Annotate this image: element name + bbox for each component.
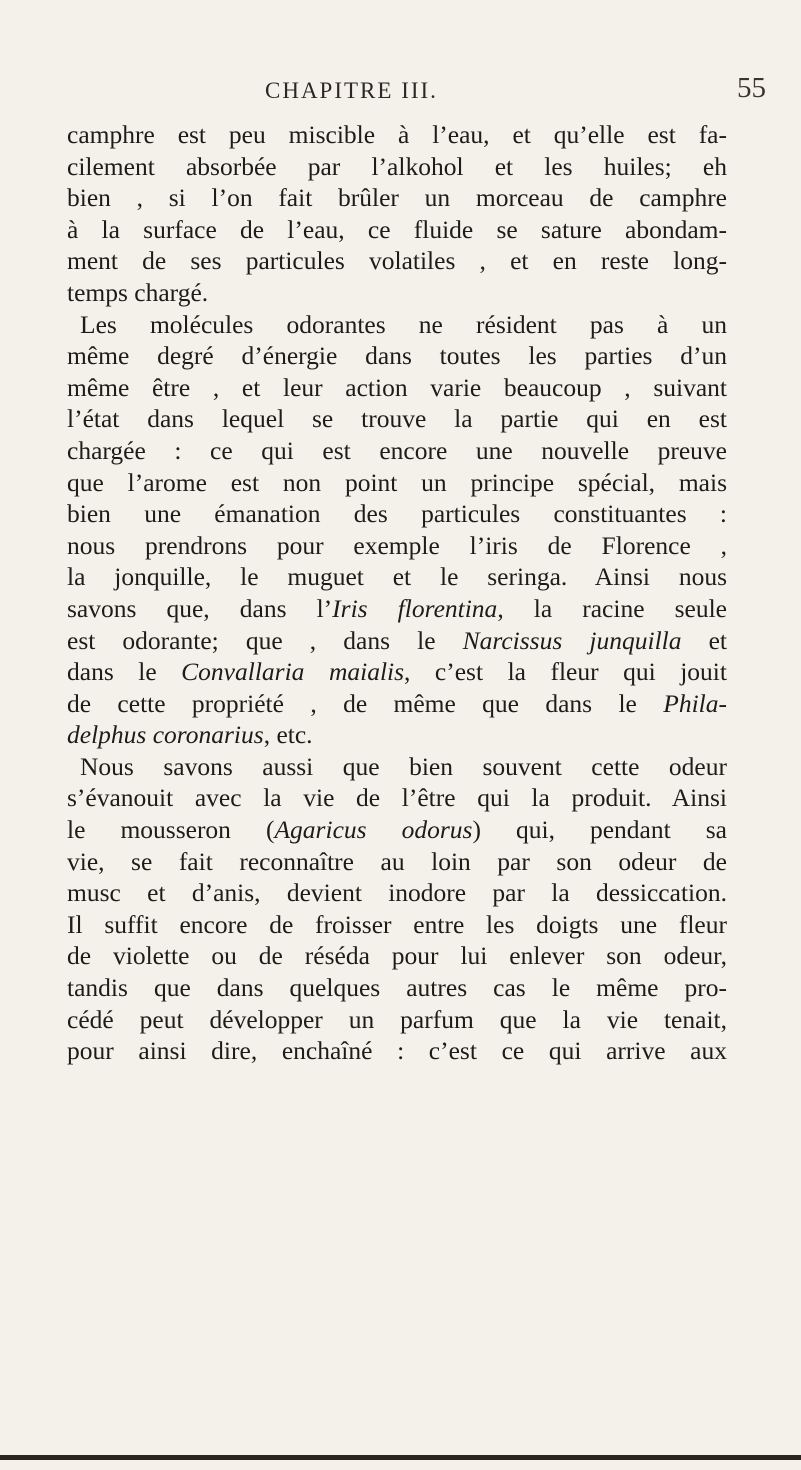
- page-number: 55: [737, 72, 766, 104]
- latin-name: delphus coronarius: [67, 720, 264, 750]
- text-line: même degré d’énergie dans toutes les parties d’un: [67, 341, 727, 371]
- text-line: delphus coronarius, etc.: [67, 720, 313, 750]
- running-head: CHAPITRE III.: [265, 78, 438, 103]
- latin-name: Agaricus odorus: [274, 815, 473, 845]
- text-line: nous prendrons pour exemple l’iris de Florence ,: [67, 530, 727, 560]
- text-line: bien une émanation des particules constituantes :: [67, 499, 727, 529]
- text-line: que l’arome est non point un principe spécial, mais: [67, 467, 727, 497]
- text-line: l’état dans lequel se trouve la partie qui en est: [67, 404, 727, 434]
- text-line: de cette propriété , de même que dans le Phila-: [67, 688, 727, 718]
- text-line: Il suffit encore de froisser entre les doigts une fleur: [67, 909, 727, 939]
- text-line: Nous savons aussi que bien souvent cette odeur: [80, 751, 727, 781]
- text-line: dans le Convallaria maialis, c’est la fleur qui jouit: [67, 657, 727, 687]
- text-line: Les molécules odorantes ne résident pas à un: [80, 309, 727, 339]
- text-line: cédé peut développer un parfum que la vie tenait,: [67, 1004, 727, 1034]
- text-line: chargée : ce qui est encore une nouvelle preuve: [67, 435, 727, 465]
- text-line: le mousseron (Agaricus odorus) qui, pendant sa: [67, 815, 727, 845]
- page-bottom-rule: [0, 1455, 801, 1460]
- text-line: cilement absorbée par l’alkohol et les huiles; eh: [67, 151, 727, 181]
- latin-name: Convallaria maialis: [181, 657, 405, 687]
- text-line: bien , si l’on fait brûler un morceau de camphre: [67, 183, 727, 213]
- text-line: même être , et leur action varie beaucoup , suivant: [67, 372, 727, 402]
- text-line: à la surface de l’eau, ce fluide se sature abondam-: [67, 214, 727, 244]
- text-line: ment de ses particules volatiles , et en reste long-: [67, 246, 727, 276]
- body-text: [67, 119, 727, 1067]
- text-line: temps chargé.: [67, 277, 209, 307]
- text-line: est odorante; que , dans le Narcissus junquilla et: [67, 625, 727, 655]
- text-line: pour ainsi dire, enchaîné : c’est ce qui arrive aux: [67, 1036, 727, 1066]
- text-line: la jonquille, le muguet et le seringa. Ainsi nous: [67, 562, 727, 592]
- text-line: vie, se fait reconnaître au loin par son odeur de: [67, 846, 727, 876]
- text-line: savons que, dans l’Iris florentina, la racine seule: [67, 593, 727, 623]
- text-line: camphre est peu miscible à l’eau, et qu’elle est fa-: [67, 120, 727, 149]
- latin-name: Narcissus junquilla: [462, 625, 682, 655]
- latin-name: Iris florentina: [332, 593, 498, 623]
- text-line: musc et d’anis, devient inodore par la dessiccation.: [67, 878, 727, 908]
- latin-name: Phila-: [663, 688, 727, 718]
- text-line: tandis que dans quelques autres cas le même pro-: [67, 973, 727, 1003]
- text-line: de violette ou de réséda pour lui enlever son odeur,: [67, 941, 727, 971]
- page-header: [0, 72, 801, 110]
- text-line: s’évanouit avec la vie de l’être qui la produit. Ainsi: [67, 783, 727, 813]
